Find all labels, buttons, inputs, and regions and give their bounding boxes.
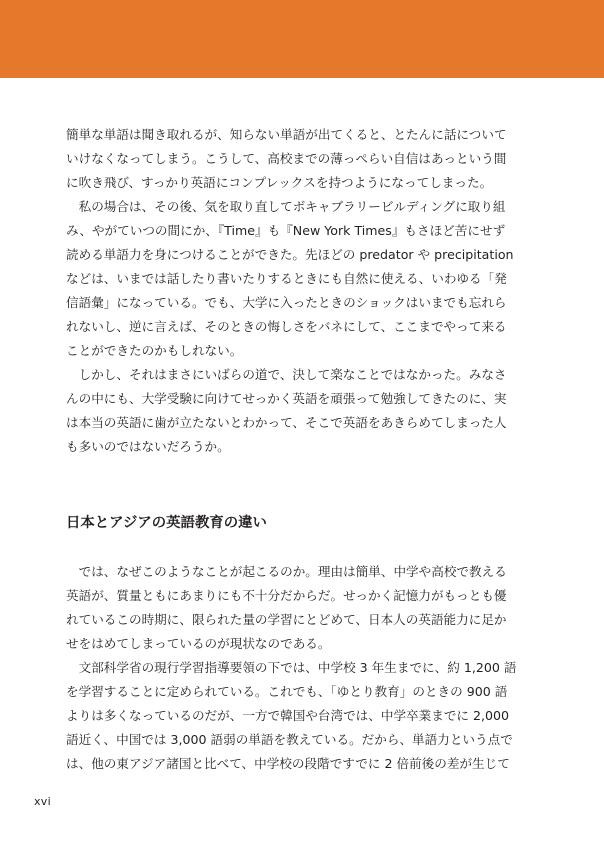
section-paragraph-1 [66, 560, 536, 656]
text-line: れているこの時期に、限られた量の学習にとどめて、日本人の英語能力に足か [66, 612, 507, 627]
body-paragraph-2 [66, 195, 536, 363]
text-line: 私の場合は、その後、気を取り直してボキャブラリービルディングに取り組 [66, 199, 506, 214]
text-line: 信語彙」になっている。でも、大学に入ったときのショックはいまでも忘れら [66, 295, 507, 310]
text-line: 読める単語力を身につけることができた。先ほどの predator や precipitation [66, 247, 514, 262]
text-line: んの中にも、大学受験に向けてせっかく英語を頑張って勉強してきたのに、実 [66, 391, 507, 406]
text-line: 英語が、質量ともにあまりにも不十分だからだ。せっかく記憶力がもっとも優 [66, 588, 507, 603]
text-line: いけなくなってしまう。こうして、高校までの薄っぺらい自信はあっという間 [66, 151, 507, 166]
text-line: しかし、それはまさにいばらの道で、決して楽なことではなかった。みなさ [66, 367, 507, 382]
section-paragraph-2 [66, 656, 536, 776]
text-line: み、やがていつの間にか、『Time』も『New York Times』もさほど苦にせず [66, 223, 506, 238]
section-heading: 日本とアジアの英語教育の違い [66, 515, 267, 531]
page-number: xvi [34, 795, 51, 808]
body-paragraph-1 [66, 123, 536, 195]
text-line: では、なぜこのようなことが起こるのか。理由は簡単、中学や高校で教える [66, 564, 507, 579]
text-line: 簡単な単語は聞き取れるが、知らない単語が出てくると、とたんに話について [66, 127, 507, 142]
text-line: れないし、逆に言えば、そのときの悔しさをバネにして、ここまでやって来る [66, 319, 507, 334]
text-line: よりは多くなっているのだが、一方で韓国や台湾では、中学卒業までに 2,000 [66, 708, 510, 723]
text-line: は本当の英語に歯が立たないとわかって、そこで英語をあきらめてしまった人 [66, 415, 507, 430]
text-line: せをはめてしまっているのが現状なのである。 [66, 636, 331, 651]
text-line: などは、いまでは話したり書いたりするときにも自然に使える、いわゆる「発 [66, 271, 507, 286]
text-line: は、他の東アジア諸国と比べて、中学校の段階ですでに 2 倍前後の差が生じて [66, 756, 510, 771]
text-line: ことができたのかもしれない。 [66, 343, 243, 358]
text-line: に吹き飛び、すっかり英語にコンプレックスを持つようになってしまった。 [66, 175, 493, 190]
text-line: 語近く、中国では 3,000 語弱の単語を教えている。だから、単語力という点で [66, 732, 513, 747]
text-line: も多いのではないだろうか。 [66, 439, 230, 454]
text-line: を学習することに定められている。これでも、「ゆとり教育」のときの 900 語 [66, 684, 508, 699]
body-paragraph-3 [66, 363, 536, 459]
header-color-band [0, 0, 604, 78]
text-line: 文部科学省の現行学習指導要領の下では、中学校 3 年生までに、約 1,200 語 [66, 660, 517, 675]
